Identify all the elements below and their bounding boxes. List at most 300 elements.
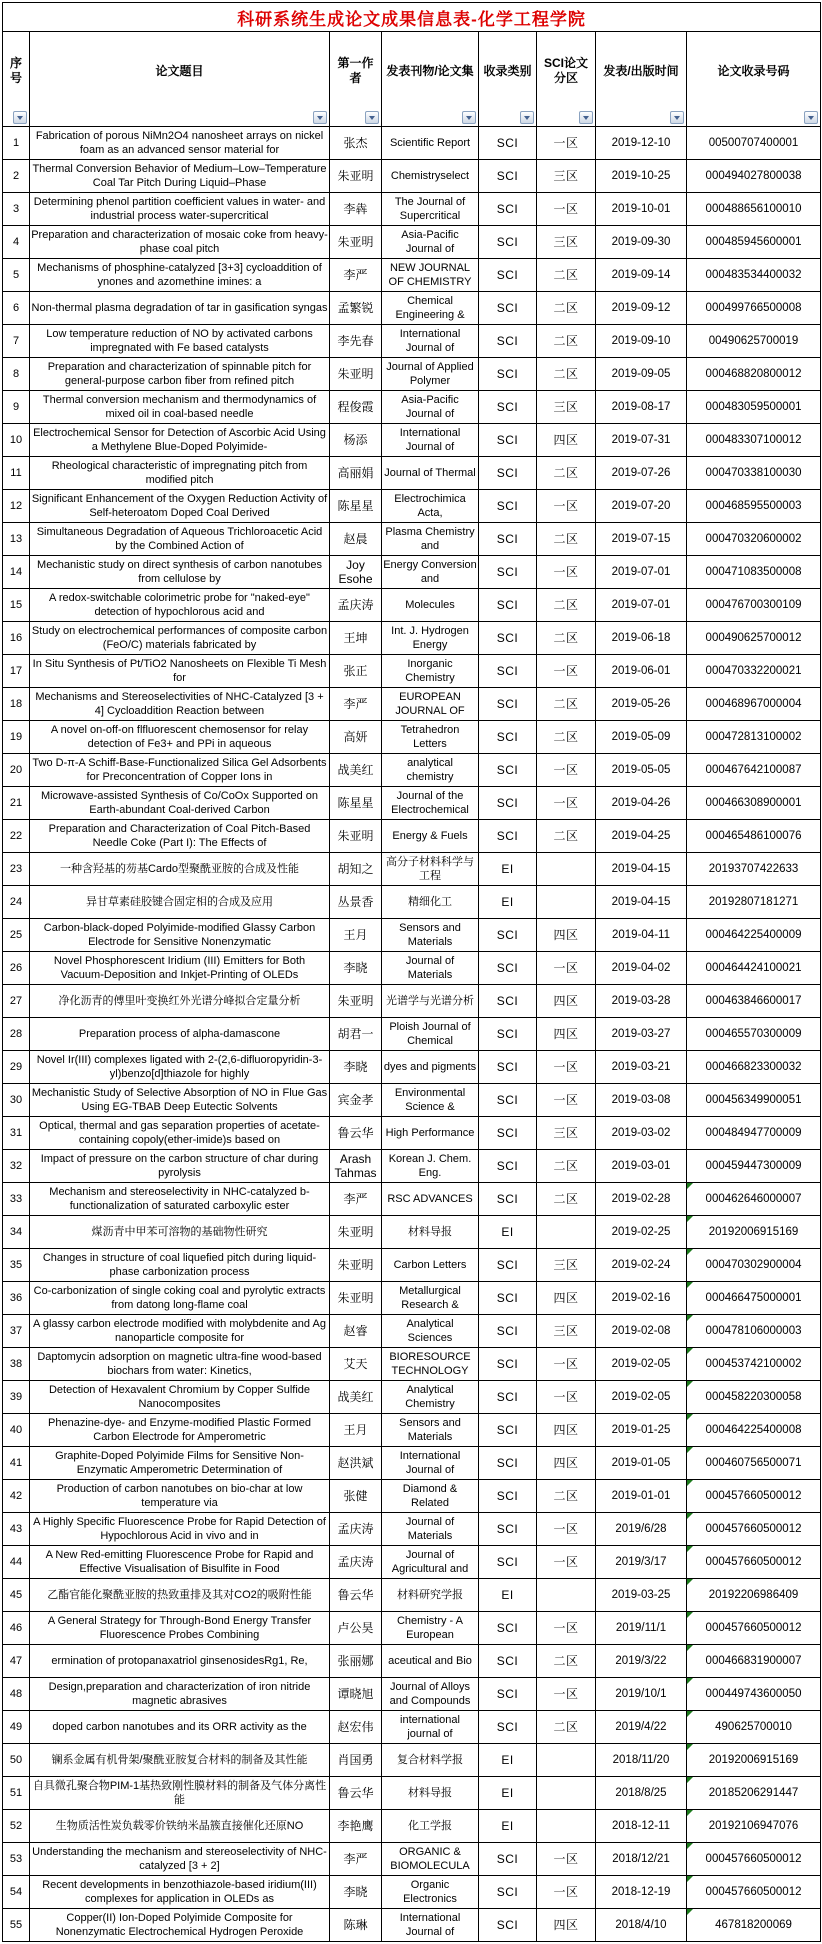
cell-num[interactable] [3,358,30,391]
cell-title[interactable] [30,985,330,1018]
cell-partition[interactable] [537,292,596,325]
cell-date[interactable] [596,1018,687,1051]
cell-code[interactable] [687,853,821,886]
cell-author[interactable] [330,1249,382,1282]
cell-journal[interactable] [382,1381,479,1414]
cell-code[interactable] [687,1084,821,1117]
cell-partition[interactable] [537,1645,596,1678]
cell-num[interactable] [3,1117,30,1150]
cell-journal[interactable] [382,424,479,457]
cell-category[interactable] [479,688,537,721]
cell-num[interactable] [3,1645,30,1678]
cell-title[interactable] [30,1348,330,1381]
cell-journal[interactable] [382,1414,479,1447]
cell-journal[interactable] [382,787,479,820]
cell-date[interactable] [596,721,687,754]
cell-date[interactable] [596,1117,687,1150]
cell-category[interactable] [479,1051,537,1084]
cell-title[interactable] [30,1117,330,1150]
cell-author[interactable] [330,1579,382,1612]
cell-num[interactable] [3,1051,30,1084]
cell-title[interactable] [30,754,330,787]
cell-title[interactable] [30,1711,330,1744]
cell-author[interactable] [330,655,382,688]
cell-date[interactable] [596,787,687,820]
cell-journal[interactable] [382,1117,479,1150]
cell-category[interactable] [479,589,537,622]
cell-num[interactable] [3,1711,30,1744]
cell-category[interactable] [479,985,537,1018]
cell-date[interactable] [596,259,687,292]
cell-author[interactable] [330,1843,382,1876]
cell-num[interactable] [3,226,30,259]
cell-date[interactable] [596,358,687,391]
cell-journal[interactable] [382,820,479,853]
cell-author[interactable] [330,1117,382,1150]
cell-category[interactable] [479,1117,537,1150]
cell-journal[interactable] [382,1744,479,1777]
cell-journal[interactable] [382,1315,479,1348]
cell-date[interactable] [596,325,687,358]
cell-code[interactable] [687,1744,821,1777]
cell-author[interactable] [330,1051,382,1084]
cell-journal[interactable] [382,259,479,292]
cell-journal[interactable] [382,589,479,622]
cell-journal[interactable] [382,1843,479,1876]
cell-date[interactable] [596,1315,687,1348]
cell-title[interactable] [30,853,330,886]
cell-num[interactable] [3,1909,30,1942]
cell-code[interactable] [687,523,821,556]
cell-category[interactable] [479,490,537,523]
cell-partition[interactable] [537,1447,596,1480]
cell-date[interactable] [596,1711,687,1744]
cell-date[interactable] [596,1513,687,1546]
cell-journal[interactable] [382,226,479,259]
cell-partition[interactable] [537,1051,596,1084]
cell-date[interactable] [596,160,687,193]
cell-title[interactable] [30,1645,330,1678]
cell-category[interactable] [479,1348,537,1381]
cell-category[interactable] [479,1744,537,1777]
cell-author[interactable] [330,820,382,853]
cell-num[interactable] [3,985,30,1018]
cell-code[interactable] [687,1678,821,1711]
cell-date[interactable] [596,1348,687,1381]
cell-code[interactable] [687,919,821,952]
cell-code[interactable] [687,1711,821,1744]
cell-author[interactable] [330,1678,382,1711]
cell-category[interactable] [479,886,537,919]
cell-author[interactable] [330,1348,382,1381]
cell-title[interactable] [30,1183,330,1216]
cell-author[interactable] [330,1183,382,1216]
cell-code[interactable] [687,1777,821,1810]
cell-category[interactable] [479,1183,537,1216]
cell-category[interactable] [479,787,537,820]
cell-journal[interactable] [382,325,479,358]
cell-code[interactable] [687,160,821,193]
cell-author[interactable] [330,952,382,985]
cell-author[interactable] [330,1018,382,1051]
cell-author[interactable] [330,391,382,424]
cell-author[interactable] [330,1315,382,1348]
cell-author[interactable] [330,1381,382,1414]
cell-title[interactable] [30,1546,330,1579]
cell-code[interactable] [687,1216,821,1249]
cell-num[interactable] [3,1447,30,1480]
cell-author[interactable] [330,1414,382,1447]
cell-date[interactable] [596,226,687,259]
cell-journal[interactable] [382,1183,479,1216]
filter-button-code[interactable] [804,111,818,124]
cell-title[interactable] [30,589,330,622]
cell-author[interactable] [330,1150,382,1183]
cell-code[interactable] [687,490,821,523]
cell-partition[interactable] [537,1381,596,1414]
cell-date[interactable] [596,688,687,721]
cell-partition[interactable] [537,358,596,391]
cell-title[interactable] [30,1084,330,1117]
cell-partition[interactable] [537,1843,596,1876]
cell-category[interactable] [479,1876,537,1909]
cell-code[interactable] [687,193,821,226]
cell-date[interactable] [596,622,687,655]
cell-date[interactable] [596,886,687,919]
cell-category[interactable] [479,292,537,325]
cell-journal[interactable] [382,1513,479,1546]
cell-partition[interactable] [537,820,596,853]
cell-date[interactable] [596,820,687,853]
cell-author[interactable] [330,721,382,754]
cell-journal[interactable] [382,1612,479,1645]
cell-partition[interactable] [537,1513,596,1546]
cell-title[interactable] [30,820,330,853]
cell-partition[interactable] [537,655,596,688]
cell-code[interactable] [687,1447,821,1480]
cell-title[interactable] [30,1480,330,1513]
cell-journal[interactable] [382,457,479,490]
column-header-category[interactable] [479,32,537,127]
cell-partition[interactable] [537,1315,596,1348]
cell-title[interactable] [30,391,330,424]
cell-title[interactable] [30,1051,330,1084]
cell-category[interactable] [479,721,537,754]
cell-journal[interactable] [382,688,479,721]
cell-num[interactable] [3,688,30,721]
cell-title[interactable] [30,721,330,754]
cell-num[interactable] [3,1018,30,1051]
cell-partition[interactable] [537,1480,596,1513]
cell-partition[interactable] [537,1678,596,1711]
cell-code[interactable] [687,1843,821,1876]
cell-date[interactable] [596,952,687,985]
cell-code[interactable] [687,622,821,655]
cell-num[interactable] [3,1678,30,1711]
cell-journal[interactable] [382,985,479,1018]
cell-num[interactable] [3,1249,30,1282]
cell-partition[interactable] [537,1282,596,1315]
cell-num[interactable] [3,787,30,820]
cell-category[interactable] [479,1678,537,1711]
cell-author[interactable] [330,259,382,292]
cell-category[interactable] [479,1513,537,1546]
cell-author[interactable] [330,1513,382,1546]
cell-code[interactable] [687,985,821,1018]
cell-category[interactable] [479,127,537,160]
cell-code[interactable] [687,127,821,160]
cell-author[interactable] [330,1612,382,1645]
cell-code[interactable] [687,1150,821,1183]
cell-category[interactable] [479,226,537,259]
cell-journal[interactable] [382,853,479,886]
cell-partition[interactable] [537,523,596,556]
cell-partition[interactable] [537,556,596,589]
cell-date[interactable] [596,1183,687,1216]
cell-author[interactable] [330,1876,382,1909]
cell-code[interactable] [687,1579,821,1612]
cell-journal[interactable] [382,1282,479,1315]
cell-author[interactable] [330,688,382,721]
cell-code[interactable] [687,325,821,358]
cell-num[interactable] [3,1612,30,1645]
cell-title[interactable] [30,1810,330,1843]
cell-category[interactable] [479,1216,537,1249]
cell-title[interactable] [30,1612,330,1645]
cell-title[interactable] [30,1381,330,1414]
cell-author[interactable] [330,1909,382,1942]
cell-date[interactable] [596,1810,687,1843]
cell-num[interactable] [3,160,30,193]
cell-partition[interactable] [537,985,596,1018]
cell-title[interactable] [30,1282,330,1315]
cell-category[interactable] [479,1282,537,1315]
filter-button-journal[interactable] [462,111,476,124]
cell-code[interactable] [687,688,821,721]
cell-title[interactable] [30,226,330,259]
cell-num[interactable] [3,1513,30,1546]
cell-partition[interactable] [537,193,596,226]
cell-code[interactable] [687,391,821,424]
cell-journal[interactable] [382,160,479,193]
cell-title[interactable] [30,160,330,193]
cell-journal[interactable] [382,1018,479,1051]
cell-title[interactable] [30,556,330,589]
cell-author[interactable] [330,1084,382,1117]
cell-num[interactable] [3,259,30,292]
cell-category[interactable] [479,1150,537,1183]
cell-partition[interactable] [537,1084,596,1117]
column-header-title[interactable] [30,32,330,127]
cell-category[interactable] [479,853,537,886]
cell-num[interactable] [3,193,30,226]
cell-date[interactable] [596,853,687,886]
cell-partition[interactable] [537,688,596,721]
cell-journal[interactable] [382,952,479,985]
cell-author[interactable] [330,853,382,886]
cell-partition[interactable] [537,490,596,523]
cell-title[interactable] [30,1414,330,1447]
column-header-code[interactable] [687,32,821,127]
cell-partition[interactable] [537,1018,596,1051]
cell-num[interactable] [3,556,30,589]
cell-date[interactable] [596,1381,687,1414]
filter-button-date[interactable] [670,111,684,124]
cell-partition[interactable] [537,1150,596,1183]
cell-journal[interactable] [382,622,479,655]
cell-author[interactable] [330,160,382,193]
cell-author[interactable] [330,1744,382,1777]
cell-partition[interactable] [537,754,596,787]
cell-author[interactable] [330,127,382,160]
cell-journal[interactable] [382,886,479,919]
cell-category[interactable] [479,1579,537,1612]
cell-partition[interactable] [537,1216,596,1249]
cell-date[interactable] [596,1084,687,1117]
cell-num[interactable] [3,853,30,886]
cell-num[interactable] [3,919,30,952]
cell-num[interactable] [3,721,30,754]
cell-code[interactable] [687,787,821,820]
cell-partition[interactable] [537,1249,596,1282]
cell-date[interactable] [596,1051,687,1084]
cell-category[interactable] [479,1249,537,1282]
cell-category[interactable] [479,655,537,688]
cell-partition[interactable] [537,127,596,160]
cell-category[interactable] [479,523,537,556]
cell-title[interactable] [30,424,330,457]
column-header-num[interactable] [3,32,30,127]
cell-date[interactable] [596,556,687,589]
cell-journal[interactable] [382,754,479,787]
cell-code[interactable] [687,754,821,787]
cell-category[interactable] [479,1612,537,1645]
cell-code[interactable] [687,1249,821,1282]
cell-date[interactable] [596,985,687,1018]
cell-category[interactable] [479,1546,537,1579]
cell-partition[interactable] [537,919,596,952]
cell-date[interactable] [596,1216,687,1249]
cell-journal[interactable] [382,1546,479,1579]
cell-author[interactable] [330,1711,382,1744]
cell-partition[interactable] [537,1183,596,1216]
cell-num[interactable] [3,457,30,490]
cell-code[interactable] [687,1810,821,1843]
cell-journal[interactable] [382,127,479,160]
cell-title[interactable] [30,325,330,358]
cell-journal[interactable] [382,1579,479,1612]
cell-author[interactable] [330,325,382,358]
cell-code[interactable] [687,820,821,853]
column-header-partition[interactable] [537,32,596,127]
cell-category[interactable] [479,1315,537,1348]
cell-title[interactable] [30,952,330,985]
cell-title[interactable] [30,193,330,226]
cell-date[interactable] [596,1678,687,1711]
cell-title[interactable] [30,787,330,820]
cell-journal[interactable] [382,1216,479,1249]
cell-journal[interactable] [382,1678,479,1711]
cell-partition[interactable] [537,226,596,259]
cell-author[interactable] [330,457,382,490]
cell-journal[interactable] [382,1810,479,1843]
cell-num[interactable] [3,1183,30,1216]
cell-code[interactable] [687,589,821,622]
cell-category[interactable] [479,1018,537,1051]
cell-date[interactable] [596,1282,687,1315]
cell-author[interactable] [330,1546,382,1579]
cell-author[interactable] [330,523,382,556]
cell-date[interactable] [596,1150,687,1183]
cell-num[interactable] [3,1414,30,1447]
cell-code[interactable] [687,259,821,292]
cell-category[interactable] [479,1414,537,1447]
cell-date[interactable] [596,391,687,424]
cell-title[interactable] [30,292,330,325]
cell-date[interactable] [596,1546,687,1579]
cell-category[interactable] [479,193,537,226]
cell-date[interactable] [596,1843,687,1876]
cell-date[interactable] [596,127,687,160]
cell-category[interactable] [479,1381,537,1414]
cell-num[interactable] [3,127,30,160]
cell-journal[interactable] [382,1447,479,1480]
cell-date[interactable] [596,490,687,523]
cell-partition[interactable] [537,589,596,622]
cell-author[interactable] [330,1810,382,1843]
cell-num[interactable] [3,820,30,853]
cell-category[interactable] [479,556,537,589]
cell-author[interactable] [330,589,382,622]
cell-date[interactable] [596,1909,687,1942]
filter-button-category[interactable] [520,111,534,124]
cell-num[interactable] [3,1480,30,1513]
cell-code[interactable] [687,655,821,688]
cell-author[interactable] [330,1645,382,1678]
cell-title[interactable] [30,622,330,655]
column-header-date[interactable] [596,32,687,127]
cell-date[interactable] [596,424,687,457]
cell-partition[interactable] [537,1810,596,1843]
cell-code[interactable] [687,1546,821,1579]
cell-partition[interactable] [537,1777,596,1810]
cell-num[interactable] [3,952,30,985]
cell-date[interactable] [596,1876,687,1909]
cell-partition[interactable] [537,1909,596,1942]
cell-num[interactable] [3,1315,30,1348]
cell-date[interactable] [596,1645,687,1678]
cell-author[interactable] [330,787,382,820]
cell-num[interactable] [3,1381,30,1414]
cell-num[interactable] [3,1810,30,1843]
cell-partition[interactable] [537,160,596,193]
cell-journal[interactable] [382,1876,479,1909]
cell-category[interactable] [479,457,537,490]
cell-title[interactable] [30,1513,330,1546]
cell-num[interactable] [3,1546,30,1579]
cell-code[interactable] [687,721,821,754]
cell-category[interactable] [479,1480,537,1513]
cell-code[interactable] [687,1612,821,1645]
cell-journal[interactable] [382,1150,479,1183]
cell-code[interactable] [687,952,821,985]
cell-title[interactable] [30,655,330,688]
cell-journal[interactable] [382,1711,479,1744]
cell-author[interactable] [330,490,382,523]
cell-category[interactable] [479,622,537,655]
cell-partition[interactable] [537,1744,596,1777]
cell-num[interactable] [3,1843,30,1876]
